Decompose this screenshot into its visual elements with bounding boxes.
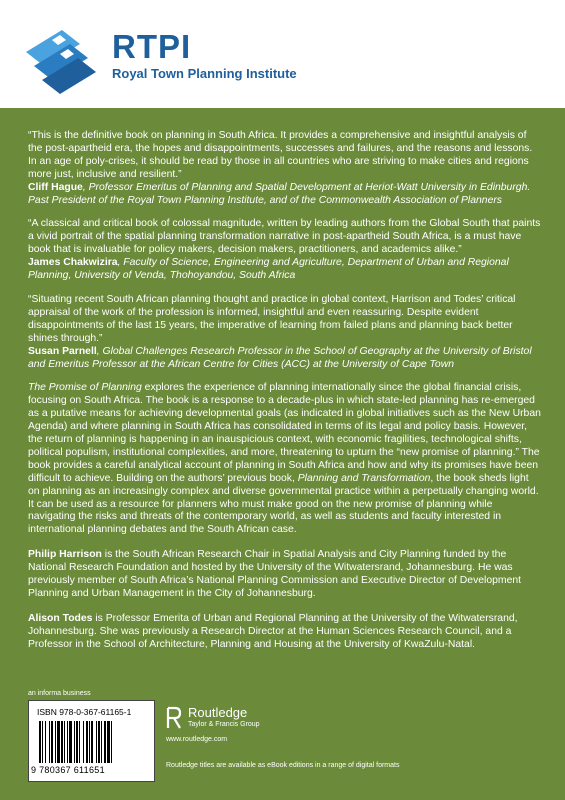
- endorser-credentials: , Professor Emeritus of Planning and Spatial Development at Heriot-Watt University in Edinburgh. Past President of the Royal Town Planning Institute, and of the Commonwealth Association of Planners: [28, 181, 531, 206]
- endorser-credentials: , Global Challenges Research Professor in the School of Geography at the University of Bristol and Emeritus Professor at the African Centre for Cities (ACC) at the University of Cape Town: [28, 345, 532, 370]
- author-name: Philip Harrison: [28, 549, 102, 561]
- header: [0, 0, 565, 108]
- logo-title: RTPI: [112, 28, 192, 65]
- author-bio: [28, 549, 542, 601]
- endorser-name: Cliff Hague: [28, 181, 83, 193]
- author-bio-text: is Professor Emerita of Urban and Regional Planning at the University of the Witwatersrand, Johannesburg. She was previously a Research Director at the Human Sciences Research Council, and a Professor in the School of Architecture, Planning and Housing at the University of KwaZulu-Natal.: [28, 612, 518, 650]
- logo-subtitle: Royal Town Planning Institute: [112, 66, 297, 81]
- description-text: , the book sheds light on planning as an increasingly complex and diverse governmental practice within a perpetually changing world. It can be used as a resource for planners who must make good on the new promise of planning while navigating the risks and threats of the contemporary world, as well as students and faculty interested in international planning debates and the South African case.: [28, 472, 539, 536]
- endorsement-quote: “Situating recent South African planning thought and practice in global context, Harrison and Todes’ critical appraisal of the work of the profession is informed, insightful and even reassuring. Despite evident disappointments of the last 15 years, the imperative of learning from failed plans and planning back better shines through.”: [28, 293, 516, 344]
- endorser-credentials: , Faculty of Science, Engineering and Agriculture, Department of Urban and Regional Planning, University of Venda, Thohoyandou, South Africa: [28, 257, 509, 282]
- endorsement: [28, 218, 542, 283]
- publisher-url: www.routledge.com: [166, 736, 228, 743]
- barcode-digits: 9 780367 611651: [31, 765, 105, 775]
- endorsement: [28, 130, 542, 207]
- book-title: The Promise of Planning: [28, 382, 142, 394]
- isbn-number: ISBN 978-0-367-61165-1: [37, 707, 132, 717]
- endorser-name: James Chakwizira: [28, 257, 118, 269]
- informa-label: an informa business: [28, 690, 91, 697]
- back-cover-body: [0, 108, 565, 800]
- rtpi-logo-icon: [22, 22, 106, 94]
- endorser-name: Susan Parnell: [28, 345, 97, 357]
- ebook-note: Routledge titles are available as eBook editions in a range of digital formats: [166, 762, 400, 769]
- description-text: explores the experience of planning internationally since the global financial crisis, focusing on South Africa. The book is a response to a decade-plus in which state-led planning has re-emerged as a putative means for achieving developmental goals (as indicated in global initiatives such as the New Urban Agenda) and where planning in South Africa has consolidated in terms of its legal and policy basis. However, the return of planning is happening in an inauspicious context, with economic fragilities, technological shifts, political populism, institutional complexities, and more, threatening to upturn the “new promise of planning.” The book provides a careful analytical account of planning in South Africa and how and why its promises have been difficult to achieve. Building on the authors’ previous book,: [28, 382, 541, 484]
- author-bio: [28, 613, 542, 652]
- cover-text: [28, 130, 542, 664]
- book-description: [28, 382, 542, 537]
- endorsement-quote: “A classical and critical book of colossal magnitude, written by leading authors from the Global South that paints a vivid portrait of the spatial planning transformation narrative in post-apartheid South Africa, is a must have book that is invaluable for policy makers, decision makers, practitioners, and academics alike.”: [28, 218, 541, 256]
- author-name: Alison Todes: [28, 612, 93, 624]
- isbn-barcode: [28, 700, 155, 782]
- barcode-icon: [37, 721, 147, 763]
- routledge-logo-icon: [166, 706, 182, 730]
- endorsement-quote: “This is the definitive book on planning in South Africa. It provides a comprehensive and insightful analysis of the post-apartheid era, the hopes and disappointments, successes and failures, and the reasons and lessons. In an age of poly-crises, it should be read by those in all countries who are striving to make cities and regions more just, inclusive and resilient.”: [28, 130, 533, 180]
- publisher-name: Routledge: [188, 705, 248, 720]
- publisher-group: Taylor & Francis Group: [188, 721, 260, 728]
- author-bio-text: is the South African Research Chair in Spatial Analysis and City Planning funded by the National Research Foundation and hosted by the University of the Witwatersrand, Johannesburg. He was previously member of South Africa’s National Planning Commission and Executive Director of Development Planning and Urban Management in the City of Johannesburg.: [28, 549, 522, 599]
- previous-book-title: Planning and Transformation: [297, 472, 431, 484]
- endorsement: [28, 294, 542, 371]
